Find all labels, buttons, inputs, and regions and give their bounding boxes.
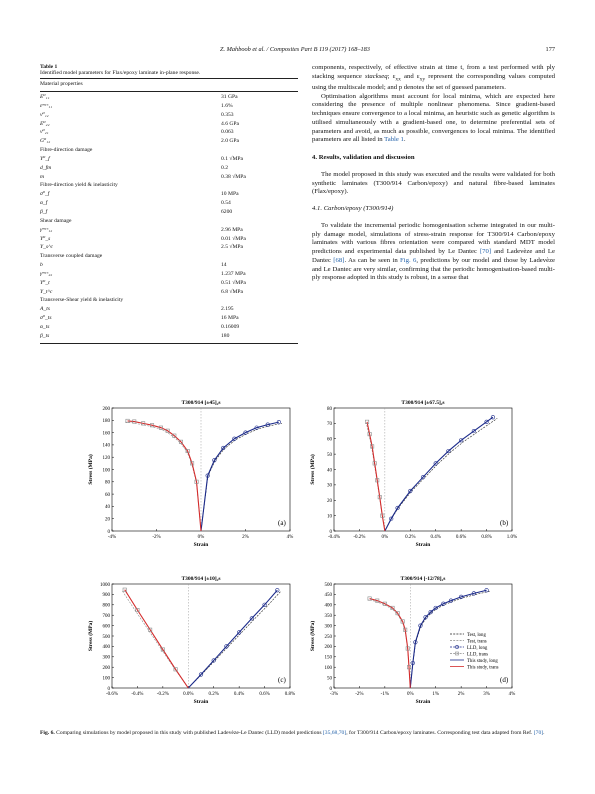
y-tick-label: 400 [324,603,332,609]
table-row [40,305,298,314]
y-tick-label: 0 [329,529,332,535]
y-axis-label: Stress (MPa) [310,620,316,652]
parameter-table [40,64,298,345]
table-section-row [40,296,298,305]
y-tick-label: 500 [102,634,110,640]
parameter-value: 2.5 √MPa [221,244,244,251]
fig-6-link[interactable]: Fig. 6 [400,256,417,264]
table-section-label: Fibre-direction yield & inelasticity [40,182,118,189]
chart-title: T300/914 [-12/78]₂s [400,576,446,582]
this-study-long-line [385,417,493,531]
x-tick-label: 0.6% [455,535,467,540]
ref-68-link[interactable]: [68] [333,256,345,264]
table-row [40,235,298,244]
y-tick-label: 160 [102,431,110,437]
x-tick-label: 4% [286,535,294,540]
y-axis-label: Stress (MPa) [88,454,94,485]
paragraph-2 [312,93,555,146]
x-tick-label: 0.2% [208,692,219,697]
parameter-value: 180 [221,332,230,339]
parameter-value: 14 [221,262,227,269]
x-tick-label: 0.4% [233,692,245,697]
parameter-value: 0.1 √MPa [221,155,244,162]
y-axis-label: Stress (MPa) [88,620,94,652]
table-row [40,288,298,297]
table-row [40,128,298,137]
x-tick-label: 0.4% [430,535,441,540]
y-tick-label: 50 [327,676,332,682]
y-tick-label: 100 [102,468,110,474]
x-tick-label: 0.8% [481,535,492,540]
chart-panel [87,576,295,705]
parameter-symbol: E⁰₂₂ [40,120,50,127]
parameter-value: 0.54 [221,200,231,207]
parameter-symbol: α_f [40,200,48,207]
parameter-symbol: E⁰₁₁ [40,94,50,100]
x-tick-label: -0.2% [156,692,169,697]
x-tick-label: -2% [152,535,161,540]
table-row [40,164,298,173]
table-body [40,93,298,341]
y-tick-label: 450 [324,593,332,599]
y-tick-label: 80 [327,406,332,412]
paragraph-1-stackseq: stackseq [364,72,388,80]
paragraph-4-text-a: To validate the incremental periodic homogenisation scheme integrated in our multi-ply damage model, simulations of stress-strain response for T300/914 Carbon/epoxy laminates with various fibres orientation were compared with standard MDT model predictions and experimental data published by Le Dantec [312,221,555,256]
x-tick-label: 0% [381,535,389,540]
figure-caption-label: Fig. 6. [40,730,55,736]
x-tick-label: 2% [457,692,465,697]
table-row [40,190,298,199]
parameter-value: 0.38 √MPa [221,173,246,180]
chart-title: T300/914 [±45]₂s [181,400,221,406]
x-tick-label: -0.4% [327,535,341,540]
x-axis-label: Strain [193,542,209,548]
parameter-symbol: b [40,262,43,269]
chart-panel [309,576,515,705]
y-tick-label: 800 [102,603,110,609]
parameter-symbol: m [40,173,45,180]
y-tick-label: 60 [327,437,332,443]
y-tick-label: 1000 [100,582,110,588]
test-long-line [385,418,497,531]
x-tick-label: 3% [483,692,490,697]
parameter-value: 0.063 [221,129,234,136]
paragraph-3: The model proposed in this study was executed and the results were validated for both synthetic laminates (T300/914 Carbon/epoxy) and natural fibre-based laminates (Flax/epoxy). [312,170,555,196]
legend-entry: LLD, long [467,645,488,651]
parameter-symbol: β_ts [40,332,50,339]
y-tick-label: 0 [107,529,110,535]
parameter-symbol: εᵐᵃˣ₁₁ [40,102,53,109]
x-tick-label: -2% [355,692,364,697]
x-tick-label: 1.0% [506,535,518,540]
table-row [40,102,298,111]
parameter-symbol: Y⁰_f [40,155,50,162]
y-tick-label: 10 [327,514,332,520]
y-tick-label: 100 [324,666,332,671]
test-trans-line [368,599,410,688]
x-axis-label: Strain [193,699,209,705]
parameter-value: 0.51 √MPa [221,279,246,286]
legend-entry: Test, trans [467,639,487,645]
table-label: Table 1 [40,64,58,70]
plot-frame [334,408,512,531]
parameter-symbol: Y⁰_s [40,235,51,242]
table-row [40,199,298,208]
x-tick-label: 4% [508,692,516,697]
table-row [40,314,298,323]
y-tick-label: 100 [102,676,110,682]
y-tick-label: 0 [107,686,110,692]
parameter-value: 0.2 [221,164,228,171]
table-section-label: Shear damage [40,217,72,224]
test-trans-line [125,422,201,531]
y-tick-label: 900 [102,593,110,599]
x-axis-label: Strain [415,699,431,705]
table-bottom-rule [40,343,298,344]
paragraph-1-text-e: represent the corresponding values computed using the multiscale model; and p denotes the set of guessed parameters. [312,72,556,91]
x-tick-label: -0.4% [131,692,144,697]
subsection-heading: 4.1. Carbon/epoxy (T300/914) [312,205,394,213]
parameter-value: 16 MPa [221,315,239,322]
parameter-symbol: σ⁰_ts [40,315,52,322]
table-row [40,261,298,270]
y-tick-label: 500 [324,582,332,588]
this-study-trans-line [125,590,189,688]
parameter-value: 1.6% [221,102,233,109]
paragraph-2-end: . [403,136,406,144]
page-number: 177 [545,46,555,53]
y-tick-label: 400 [102,645,110,651]
table-caption: Identified model parameters for Flax/epoxy laminate in-plane response. [40,70,201,76]
y-tick-label: 250 [324,634,332,640]
y-tick-label: 350 [324,614,332,619]
table-section-row [40,181,298,190]
parameter-value: 10 MPa [221,191,239,198]
paragraph-4-text-b: and Ladevèze and Le Dantec [312,248,555,264]
parameter-symbol: d_fm [40,164,52,171]
journal-citation: Z. Mahboob et al. / Composites Part B 119 (2017) 168–183 [220,46,370,53]
parameter-value: 2.0 GPa [221,138,240,145]
y-tick-label: 700 [102,614,110,619]
parameter-value: 6200 [221,208,233,215]
parameter-symbol: σ⁰_f [40,191,50,198]
parameter-value: 2.96 MPa [221,226,243,233]
y-tick-label: 50 [327,452,332,458]
table-top-rule [40,78,298,79]
table-row [40,243,298,252]
parameter-symbol: β_f [40,208,48,215]
chart-title: T300/914 [±10]₂s [181,576,221,582]
panel-letter: (b) [500,519,509,527]
x-tick-label: -0.2% [353,535,366,540]
section-heading: 4. Results, validation and discussion [312,154,415,162]
lld-long-marker [491,415,495,419]
y-tick-label: 60 [105,492,110,498]
paragraph-4-text-d: , predictions by our model and those by Ladevèze and Le Dantec are very similar, confirming that the periodic homogenisation-based multi-ply response adopted in this study is robust, in a sense that [312,256,556,282]
table-section-label: Fibre-direction damage [40,147,93,154]
y-tick-label: 40 [105,505,110,511]
parameter-symbol: γᵐᵃˣ₁₂ [40,226,53,233]
parameter-symbol: ν⁰₂₁ [40,129,49,136]
y-tick-label: 200 [102,406,110,412]
paragraph-1: components, respectively, of effective strain at time t, from a test performed with ply stacking sequence stackseq; $\varepsilon_{xx}$ and $\varepsilon_{xy}$ represent the corresponding values computed using the multiscale model; and p denotes the set of guessed parameters. [312,64,556,91]
paragraph-1-text-a: components, respectively, of effective strain at time t, from a test performed with ply stacking sequence [312,64,555,80]
table-row [40,270,298,279]
parameter-value: 31 GPa [221,94,238,100]
y-tick-label: 80 [105,480,110,486]
x-tick-label: 1% [432,692,440,697]
figure-6 [80,396,520,731]
y-tick-label: 200 [324,645,332,651]
parameter-value: 6.8 √MPa [221,288,244,295]
x-tick-label: -0.6% [105,692,119,697]
x-tick-label: -4% [107,535,117,540]
figure-caption-text-b: , for T300/914 Carbon/epoxy laminates. Corresponding test data adapted from Ref. [346,730,534,736]
table-section-label: Transverse coupled damage [40,253,103,260]
y-tick-label: 120 [102,456,110,461]
figure-6-svg [80,396,520,726]
paragraph-1-text-d: and ε [400,72,420,80]
chart-panel [87,400,293,548]
parameter-symbol: α_ts [40,323,50,330]
x-tick-label: -1% [380,692,390,697]
panel-letter: (d) [500,676,509,684]
paragraph-1-text-c: ; ε [387,72,396,80]
parameter-symbol: A_ts [40,306,50,313]
parameter-symbol: G⁰₁₂ [40,138,51,145]
x-tick-label: 0% [197,535,205,540]
figure-caption [40,730,560,738]
this-study-trans-line [128,421,201,531]
y-tick-label: 20 [327,499,332,505]
table-section-row [40,252,298,261]
this-study-long-line [201,422,279,531]
x-tick-label: -3% [329,692,339,697]
legend-entry: This study, trans [467,665,499,671]
y-tick-label: 70 [327,422,332,428]
article-text [312,64,555,283]
x-tick-label: 0.0% [183,692,194,697]
table-row [40,173,298,182]
table-row [40,226,298,235]
y-tick-label: 300 [102,655,110,661]
x-axis-label: Strain [415,542,431,548]
ref-70-caption-link[interactable]: [70] [533,730,544,736]
parameter-value: 1.237 MPa [221,270,246,277]
panel-letter: (c) [278,676,286,684]
test-long-line [201,423,282,531]
parameter-symbol: Y_s^c [40,244,53,251]
y-tick-label: 150 [324,655,332,661]
ref-70-link[interactable]: [70] [479,248,492,256]
parameter-value: 0.16009 [221,323,240,330]
table-row [40,208,298,217]
table-row [40,120,298,129]
parameter-value: 2.195 [221,306,234,313]
y-tick-label: 40 [327,468,332,474]
table-row [40,111,298,120]
table-heading: Material properties [40,81,83,87]
y-tick-label: 200 [102,666,110,671]
chart-panel [309,400,517,548]
table-row [40,332,298,341]
parameter-value: 0.01 √MPa [221,235,246,242]
y-tick-label: 140 [102,443,110,449]
lld-long-marker [275,588,279,592]
x-tick-label: 0.8% [284,692,296,697]
legend-entry: Test, long [467,632,486,638]
legend-entry: This study, long [467,658,498,664]
chart-title: T300/914 [±67.5]₂s [401,400,445,406]
this-study-trans-line [370,599,411,688]
y-tick-label: 20 [105,517,110,523]
x-tick-label: 0.6% [259,692,270,697]
table-row [40,279,298,288]
parameter-symbol: Y_t^c [40,288,53,295]
x-tick-label: 2% [242,535,249,540]
x-tick-label: 0.2% [405,535,416,540]
panel-letter: (a) [278,519,286,527]
y-axis-label: Stress (MPa) [310,454,316,485]
table-section-row [40,217,298,226]
table-section-row [40,146,298,155]
parameter-symbol: Y⁰_t [40,279,50,286]
this-study-long-line [188,590,277,688]
parameter-value: 4.6 GPa [221,120,240,127]
paragraph-4 [312,222,555,283]
parameter-value: 0.353 [221,111,234,118]
y-tick-label: 600 [102,624,110,630]
x-tick-label: 0% [406,692,414,697]
figure-caption-text-a: Comparing simulations by model proposed in this study with published Ladevèze-Le Dantec (LLD) model predictions [54,730,323,736]
table-1-link[interactable]: Table 1 [384,136,404,144]
table-section-label: Transverse-Shear yield & inelasticity [40,297,124,304]
paragraph-4-text-c: . As can be seen in [344,256,401,264]
table-row [40,93,298,102]
ref-35-68-70-link[interactable]: [35,68,70] [322,730,347,736]
table-row [40,155,298,164]
y-tick-label: 30 [327,483,332,489]
table-mid-rule [40,91,298,92]
y-tick-label: 300 [324,624,332,630]
table-row [40,323,298,332]
parameter-symbol: ν⁰₁₂ [40,111,49,118]
parameter-symbol: γᵐᵃˣ₂₂ [40,270,53,277]
figure-caption-end: . [543,730,545,736]
y-tick-label: 180 [102,419,110,425]
table-row [40,137,298,146]
paragraph-2-text: Optimisation algorithms must account for local minima, which are expected here considering the presence of multiple nonlinear phenomena. Since gradient-based techniques ensure convergence to a local minima, an heuristic such as genetic algorithm is utilised simultaneously with a gradient-based one, to determine preferential sets of parameters and avoid, as much as possible, convergences to local minima. The identified parameters are all listed in [312,92,555,144]
y-tick-label: 0 [329,686,332,692]
legend-entry: LLD, trans [467,652,489,658]
